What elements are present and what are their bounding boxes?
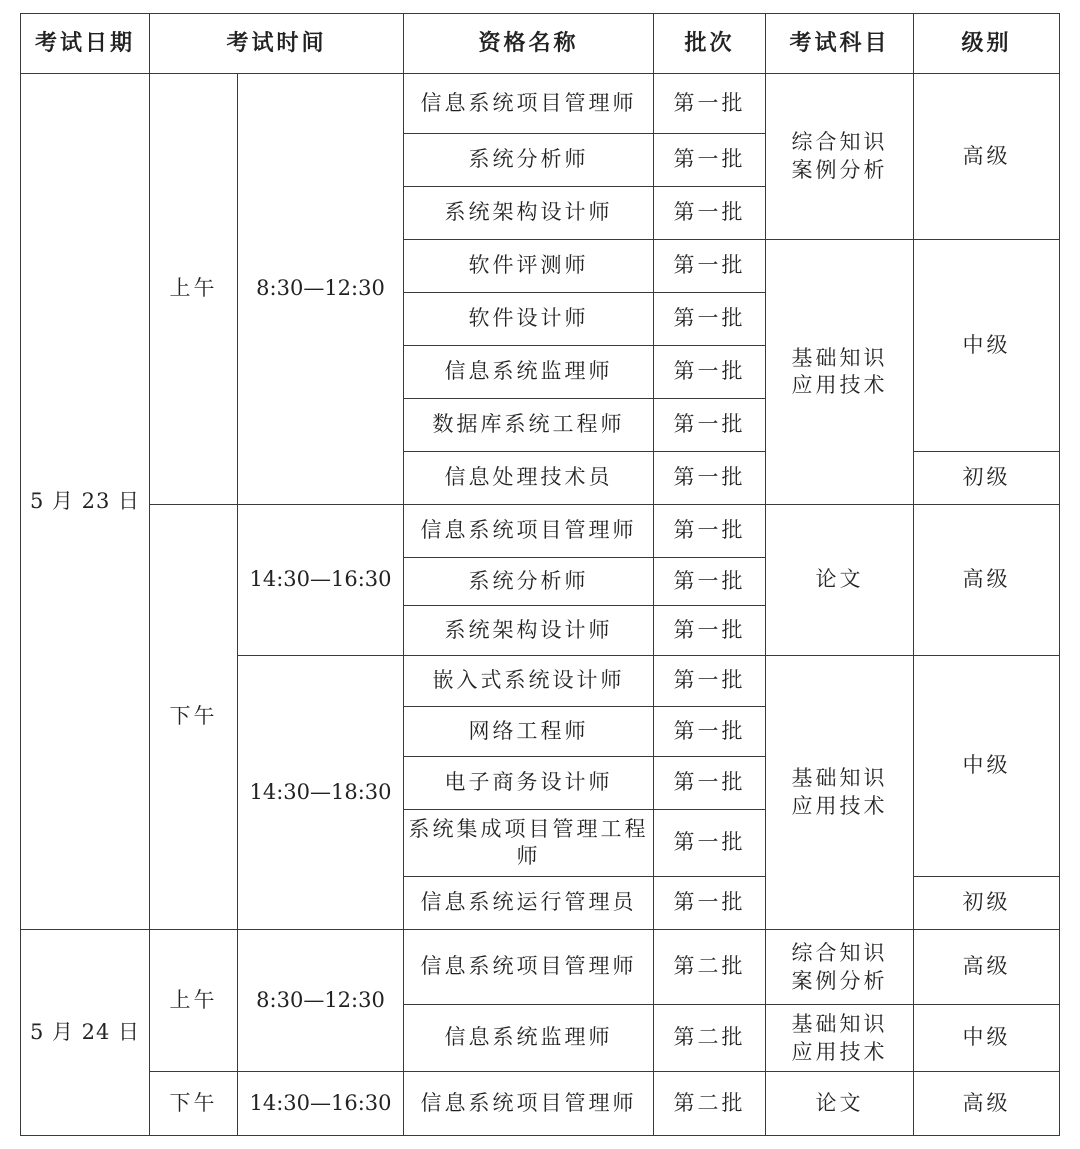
qualification-name: 数据库系统工程师 [404, 399, 654, 452]
batch: 第二批 [654, 1072, 766, 1136]
batch: 第一批 [654, 346, 766, 399]
batch: 第一批 [654, 293, 766, 346]
session-period: 下午 [150, 1072, 238, 1136]
qualification-name: 信息处理技术员 [404, 452, 654, 505]
level: 中级 [914, 240, 1060, 452]
exam-date: 5 月 24 日 [21, 930, 150, 1136]
qualification-name: 电子商务设计师 [404, 757, 654, 810]
qualification-name: 信息系统项目管理师 [404, 505, 654, 558]
exam-subject: 综合知识 案例分析 [766, 74, 914, 240]
level: 高级 [914, 1072, 1060, 1136]
qualification-name: 网络工程师 [404, 707, 654, 757]
table-row [21, 930, 1060, 1005]
header-qualification: 资格名称 [404, 14, 654, 74]
header-level: 级别 [914, 14, 1060, 74]
batch: 第二批 [654, 1005, 766, 1072]
batch: 第一批 [654, 399, 766, 452]
qualification-name: 软件设计师 [404, 293, 654, 346]
exam-date: 5 月 23 日 [21, 74, 150, 930]
exam-subject: 基础知识 应用技术 [766, 240, 914, 505]
session-period: 下午 [150, 505, 238, 930]
exam-subject: 基础知识 应用技术 [766, 1005, 914, 1072]
batch: 第二批 [654, 930, 766, 1005]
batch: 第一批 [654, 656, 766, 707]
table-row [21, 1072, 1060, 1136]
qualification-name: 信息系统项目管理师 [404, 1072, 654, 1136]
batch: 第一批 [654, 810, 766, 877]
table-row [21, 505, 1060, 558]
level: 高级 [914, 74, 1060, 240]
batch: 第一批 [654, 707, 766, 757]
level: 中级 [914, 1005, 1060, 1072]
qualification-name: 信息系统项目管理师 [404, 930, 654, 1005]
level: 初级 [914, 877, 1060, 930]
batch: 第一批 [654, 757, 766, 810]
qualification-name: 系统分析师 [404, 558, 654, 606]
qualification-name: 系统架构设计师 [404, 606, 654, 656]
level: 初级 [914, 452, 1060, 505]
batch: 第一批 [654, 558, 766, 606]
exam-schedule-table [20, 13, 1060, 1136]
batch: 第一批 [654, 74, 766, 134]
exam-subject: 论文 [766, 505, 914, 656]
qualification-name: 信息系统监理师 [404, 1005, 654, 1072]
qualification-name: 系统集成项目管理工程师 [404, 810, 654, 877]
session-period: 上午 [150, 74, 238, 505]
table-row [21, 74, 1060, 134]
session-period: 上午 [150, 930, 238, 1072]
level: 高级 [914, 505, 1060, 656]
batch: 第一批 [654, 187, 766, 240]
qualification-name: 信息系统项目管理师 [404, 74, 654, 134]
header-batch: 批次 [654, 14, 766, 74]
qualification-name: 嵌入式系统设计师 [404, 656, 654, 707]
qualification-name: 软件评测师 [404, 240, 654, 293]
session-time: 14:30—18:30 [238, 656, 404, 930]
level: 高级 [914, 930, 1060, 1005]
qualification-name: 系统分析师 [404, 134, 654, 187]
header-row [21, 14, 1060, 74]
batch: 第一批 [654, 505, 766, 558]
session-time: 8:30—12:30 [238, 74, 404, 505]
batch: 第一批 [654, 877, 766, 930]
batch: 第一批 [654, 606, 766, 656]
qualification-name: 系统架构设计师 [404, 187, 654, 240]
session-time: 8:30—12:30 [238, 930, 404, 1072]
exam-subject: 综合知识 案例分析 [766, 930, 914, 1005]
header-subject: 考试科目 [766, 14, 914, 74]
header-time: 考试时间 [150, 14, 404, 74]
qualification-name: 信息系统运行管理员 [404, 877, 654, 930]
batch: 第一批 [654, 134, 766, 187]
batch: 第一批 [654, 240, 766, 293]
session-time: 14:30—16:30 [238, 505, 404, 656]
level: 中级 [914, 656, 1060, 877]
header-date: 考试日期 [21, 14, 150, 74]
exam-subject: 基础知识 应用技术 [766, 656, 914, 930]
batch: 第一批 [654, 452, 766, 505]
session-time: 14:30—16:30 [238, 1072, 404, 1136]
qualification-name: 信息系统监理师 [404, 346, 654, 399]
exam-subject: 论文 [766, 1072, 914, 1136]
